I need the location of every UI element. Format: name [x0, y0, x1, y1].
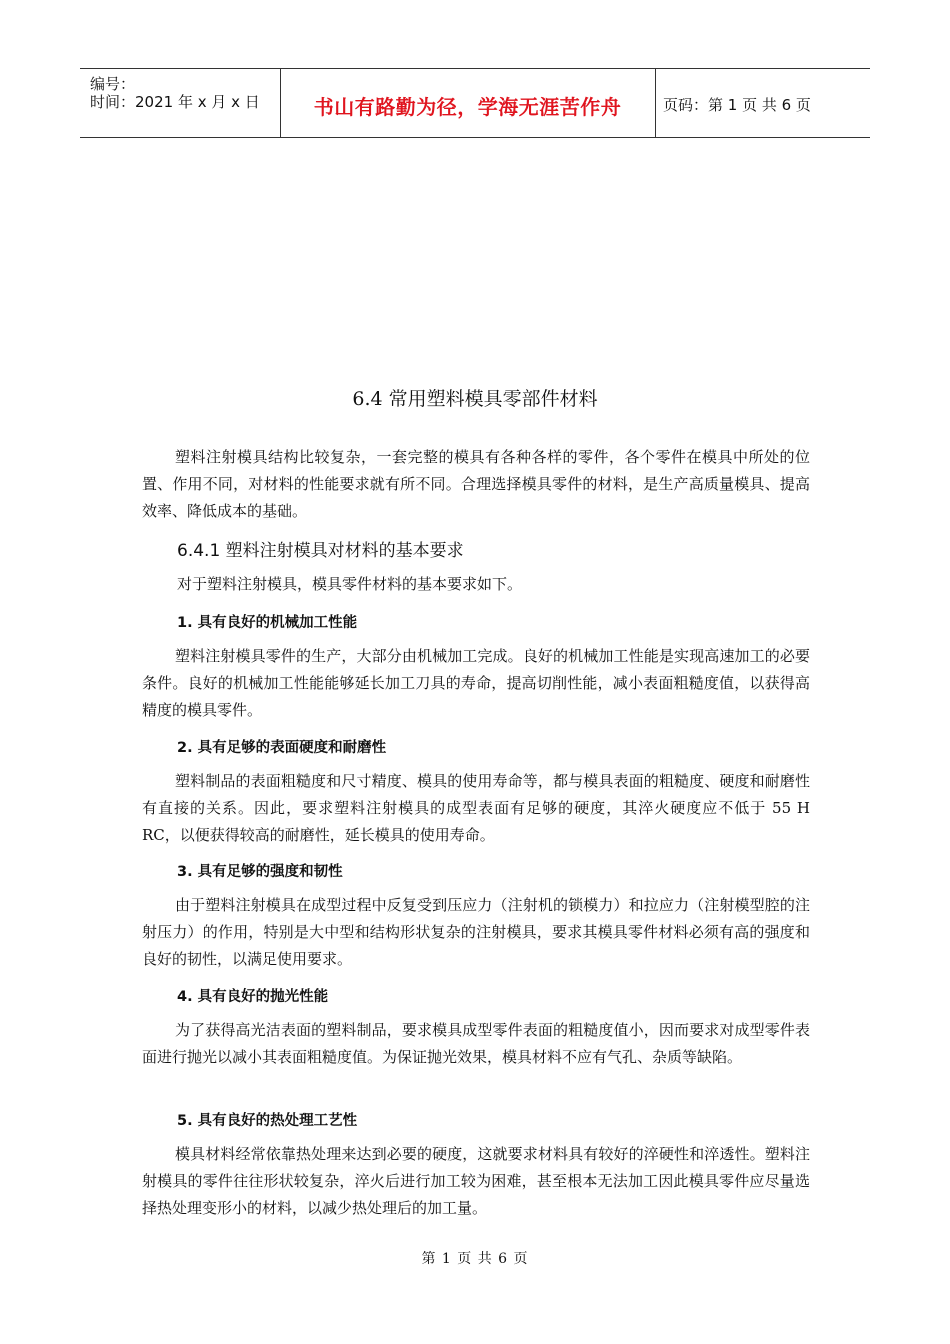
item-1-paragraph: 塑料注射模具零件的生产，大部分由机械加工完成。良好的机械加工性能是实现高速加工的必要条件。良好的机械加工性能能够延长加工刀具的寿命，提高切削性能，减小表面粗糙度值，以获得高精度的模具零件。: [142, 647, 810, 719]
document-number-label: 编号：: [90, 75, 136, 93]
item-2-paragraph: 塑料制品的表面粗糙度和尺寸精度、模具的使用寿命等，都与模具表面的粗糙度、硬度和耐磨性有直接的关系。因此，要求塑料注射模具的成型表面有足够的硬度，其淬火硬度应不低于 55 H RC，以便获得较高的耐磨性，延长模具的使用寿命。: [142, 772, 810, 844]
subsection-title: 6.4.1 塑料注射模具对材料的基本要求: [177, 541, 464, 561]
item-4-paragraph: 为了获得高光洁表面的塑料制品，要求模具成型零件表面的粗糙度值小，因而要求对成型零件表面进行抛光以减小其表面粗糙度值。为保证抛光效果，模具材料不应有气孔、杂质等缺陷。: [142, 1021, 810, 1066]
item-2-heading: 2. 具有足够的表面硬度和耐磨性: [177, 740, 387, 756]
section-title: 6.4 常用塑料模具零部件材料: [352, 388, 598, 410]
item-1-heading: 1. 具有良好的机械加工性能: [177, 615, 358, 631]
item-5-heading: 5. 具有良好的热处理工艺性: [177, 1113, 358, 1129]
page-footer: 第 1 页 共 6 页: [421, 1251, 529, 1267]
header-page-cell: [655, 69, 870, 137]
item-3-paragraph: 由于塑料注射模具在成型过程中反复受到压应力（注射机的锁模力）和拉应力（注射模型腔的注射压力）的作用，特别是大中型和结构形状复杂的注射模具，要求其模具零件材料必须有高的强度和良好的韧性，以满足使用要求。: [142, 896, 810, 968]
document-date: 时间：2021 年 x 月 x 日: [90, 93, 260, 111]
item-4-heading: 4. 具有良好的抛光性能: [177, 989, 329, 1005]
section-intro-paragraph: 塑料注射模具结构比较复杂，一套完整的模具有各种各样的零件，各个零件在模具中所处的位置、作用不同，对材料的性能要求就有所不同。合理选择模具零件的材料，是生产高质量模具、提高效率、降低成本的基础。: [142, 448, 810, 520]
item-3-heading: 3. 具有足够的强度和韧性: [177, 864, 343, 880]
header-table: [80, 68, 870, 138]
header-info-cell: [80, 69, 281, 137]
header-motto: 书山有路勤为径，学海无涯苦作舟: [313, 95, 622, 119]
header-motto-cell: [280, 69, 656, 137]
subsection-lead: 对于塑料注射模具，模具零件材料的基本要求如下。: [177, 575, 523, 593]
header-page-code: 页码：第 1 页 共 6 页: [663, 96, 811, 114]
item-5-paragraph: 模具材料经常依靠热处理来达到必要的硬度，这就要求材料具有较好的淬硬性和淬透性。塑料注射模具的零件往往形状较复杂，淬火后进行加工较为困难，甚至根本无法加工因此模具零件应尽量选择热处理变形小的材料，以减少热处理后的加工量。: [142, 1145, 810, 1217]
